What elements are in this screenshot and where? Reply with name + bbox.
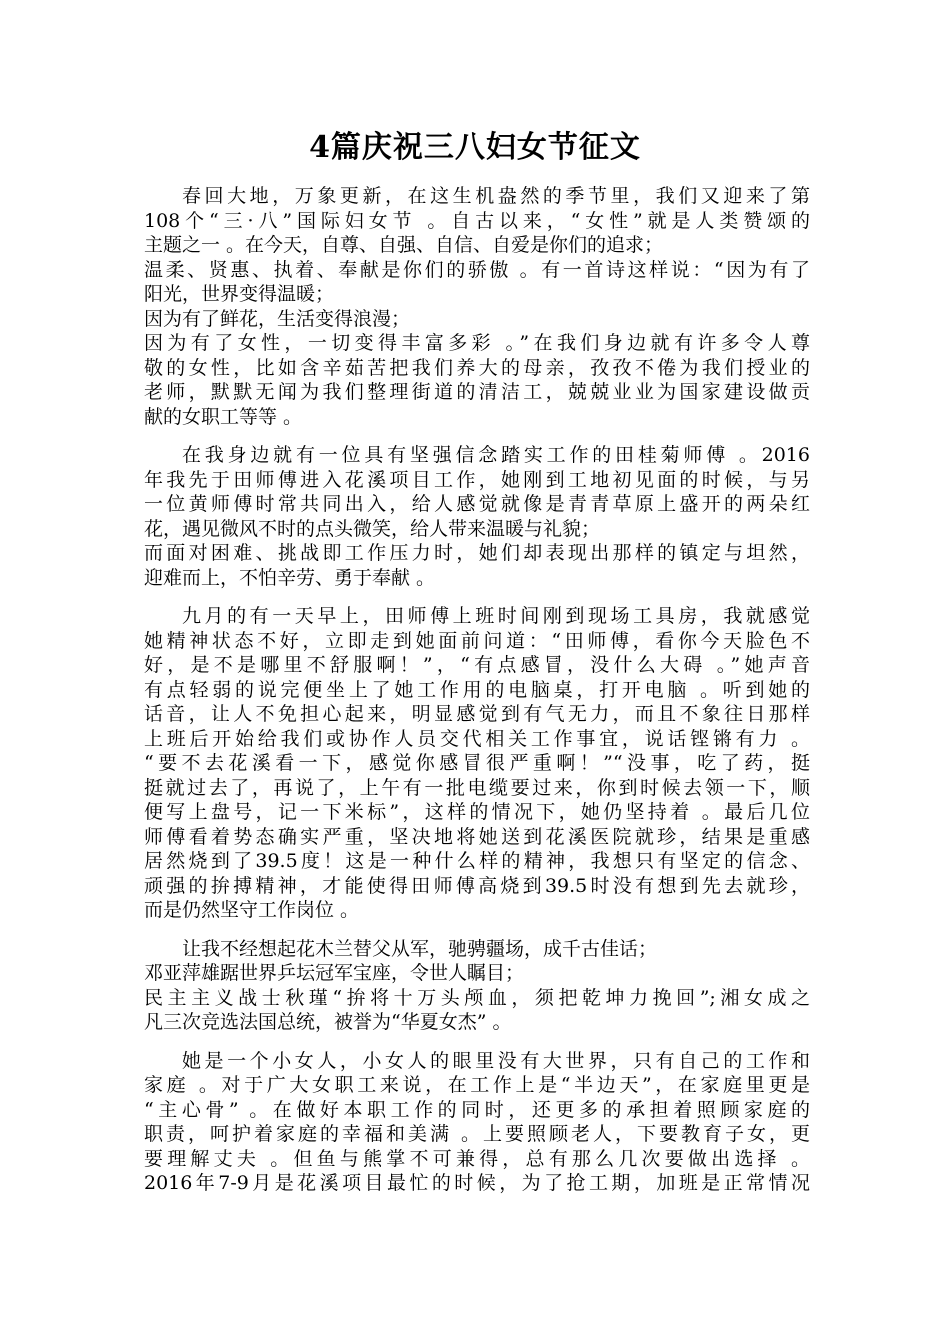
document-title: 4篇庆祝三八妇女节征文 — [309, 130, 641, 165]
text-line: 要理解丈夫 。但鱼与熊掌不可兼得，总有那么几次要做出选择 。 — [144, 1147, 810, 1170]
document-body — [144, 184, 810, 1210]
text-line: 主题之一 。在今天，自尊、自强、自信、自爱是你们的追求； — [144, 234, 664, 256]
text-line: 便写上盘号，记一下米标”，这样的情况下，她仍坚持着 。最后几位 — [144, 801, 810, 823]
text-line: 敬的女性，比如含辛茹苦把我们养大的母亲，孜孜不倦为我们授业的 — [144, 356, 810, 379]
text-line: 凡三次竞选法国总统，被誉为“华夏女杰” 。 — [144, 1011, 512, 1033]
text-line: 年我先于田师傅进入花溪项目工作，她刚到工地初见面的时候，与另 — [144, 468, 810, 491]
text-line: 九月的有一天早上，田师傅上班时间刚到现场工具房，我就感觉 — [182, 605, 810, 627]
paragraph — [144, 184, 810, 429]
text-line: 108个“三·八”国际妇女节 。自古以来，“女性”就是人类赞颂的 — [144, 209, 810, 232]
text-line: 邓亚萍雄踞世界乒坛冠军宝座，令世人瞩目； — [144, 962, 525, 984]
text-line: 2016年7-9月是花溪项目最忙的时候，为了抢工期，加班是正常情况 — [144, 1172, 810, 1194]
text-line: 话音，让人不免担心起来，明显感觉到有气无力，而且不象往日那样 — [144, 703, 810, 725]
text-line: 好，是不是哪里不舒服啊！”，“有点感冒，没什么大碍 。”她声音 — [144, 654, 810, 676]
text-line: 而是仍然坚守工作岗位 。 — [144, 899, 360, 921]
text-line: 顽强的拚搏精神，才能使得田师傅高烧到39.5时没有想到先去就珍， — [144, 874, 810, 897]
text-line: 民主主义战士秋瑾“拚将十万头颅血，须把乾坤力挽回”;湘女成之 — [144, 986, 810, 1009]
text-line: “要不去花溪看一下，感觉你感冒很严重啊！”“没事，吃了药，挺 — [144, 752, 810, 774]
text-line: 师傅看着势态确实严重，坚决地将她送到花溪医院就珍，结果是重感 — [144, 825, 810, 848]
text-line: 居然烧到了39.5度！这是一种什么样的精神，我想只有坚定的信念、 — [144, 850, 810, 872]
text-line: 春回大地，万象更新，在这生机盎然的季节里，我们又迎来了第 — [182, 185, 810, 207]
text-line: 老师，默默无闻为我们整理街道的清洁工，兢兢业业为国家建设做贡 — [144, 381, 810, 403]
paragraph — [144, 604, 810, 923]
paragraph — [144, 937, 810, 1035]
paragraph — [144, 443, 810, 590]
text-line: 有点轻弱的说完便坐上了她工作用的电脑桌，打开电脑 。听到她的 — [144, 678, 810, 701]
text-line: 因为有了鲜花，生活变得浪漫； — [144, 307, 411, 330]
text-line: 挺就过去了，再说了，上午有一批电缆要过来，你到时候去领一下，顺 — [144, 776, 810, 799]
text-line: 上班后开始给我们或协作人员交代相关工作事宜，说话铿锵有力 。 — [144, 727, 810, 750]
text-line: 花，遇见微风不时的点头微笑，给人带来温暖与礼貌； — [144, 517, 601, 540]
text-line: 献的女职工等等 。 — [144, 405, 303, 428]
text-line: 让我不经想起花木兰替父从军，驰骋疆场，成千古佳话； — [182, 937, 658, 960]
text-line: 家庭 。对于广大女职工来说，在工作上是“半边天”，在家庭里更是 — [144, 1074, 810, 1096]
text-line: 迎难而上，不怕辛劳、勇于奉献 。 — [144, 566, 436, 589]
text-line: 她是一个小女人，小女人的眼里没有大世界，只有自己的工作和 — [182, 1049, 810, 1072]
text-line: 一位黄师傅时常共同出入，给人感觉就像是青青草原上盛开的两朵红 — [144, 493, 810, 515]
text-line: 在我身边就有一位具有坚强信念踏实工作的田桂菊师傅 。2016 — [182, 444, 810, 466]
text-line: 温柔、贤惠、执着、奉献是你们的骄傲 。有一首诗这样说：“因为有了 — [144, 258, 810, 281]
text-line: 阳光，世界变得温暖； — [144, 283, 335, 305]
text-line: “主心骨” 。在做好本职工作的同时，还更多的承担着照顾家庭的 — [144, 1098, 810, 1121]
text-line: 因为有了女性，一切变得丰富多彩 。”在我们身边就有许多令人尊 — [144, 332, 810, 354]
text-line: 她精神状态不好，立即走到她面前问道：“田师傅，看你今天脸色不 — [144, 629, 810, 652]
text-line: 职责，呵护着家庭的幸福和美满 。上要照顾老人，下要教育子女，更 — [144, 1123, 810, 1145]
text-line: 而面对困难、挑战即工作压力时，她们却表现出那样的镇定与坦然， — [144, 542, 810, 564]
paragraph — [144, 1049, 810, 1196]
